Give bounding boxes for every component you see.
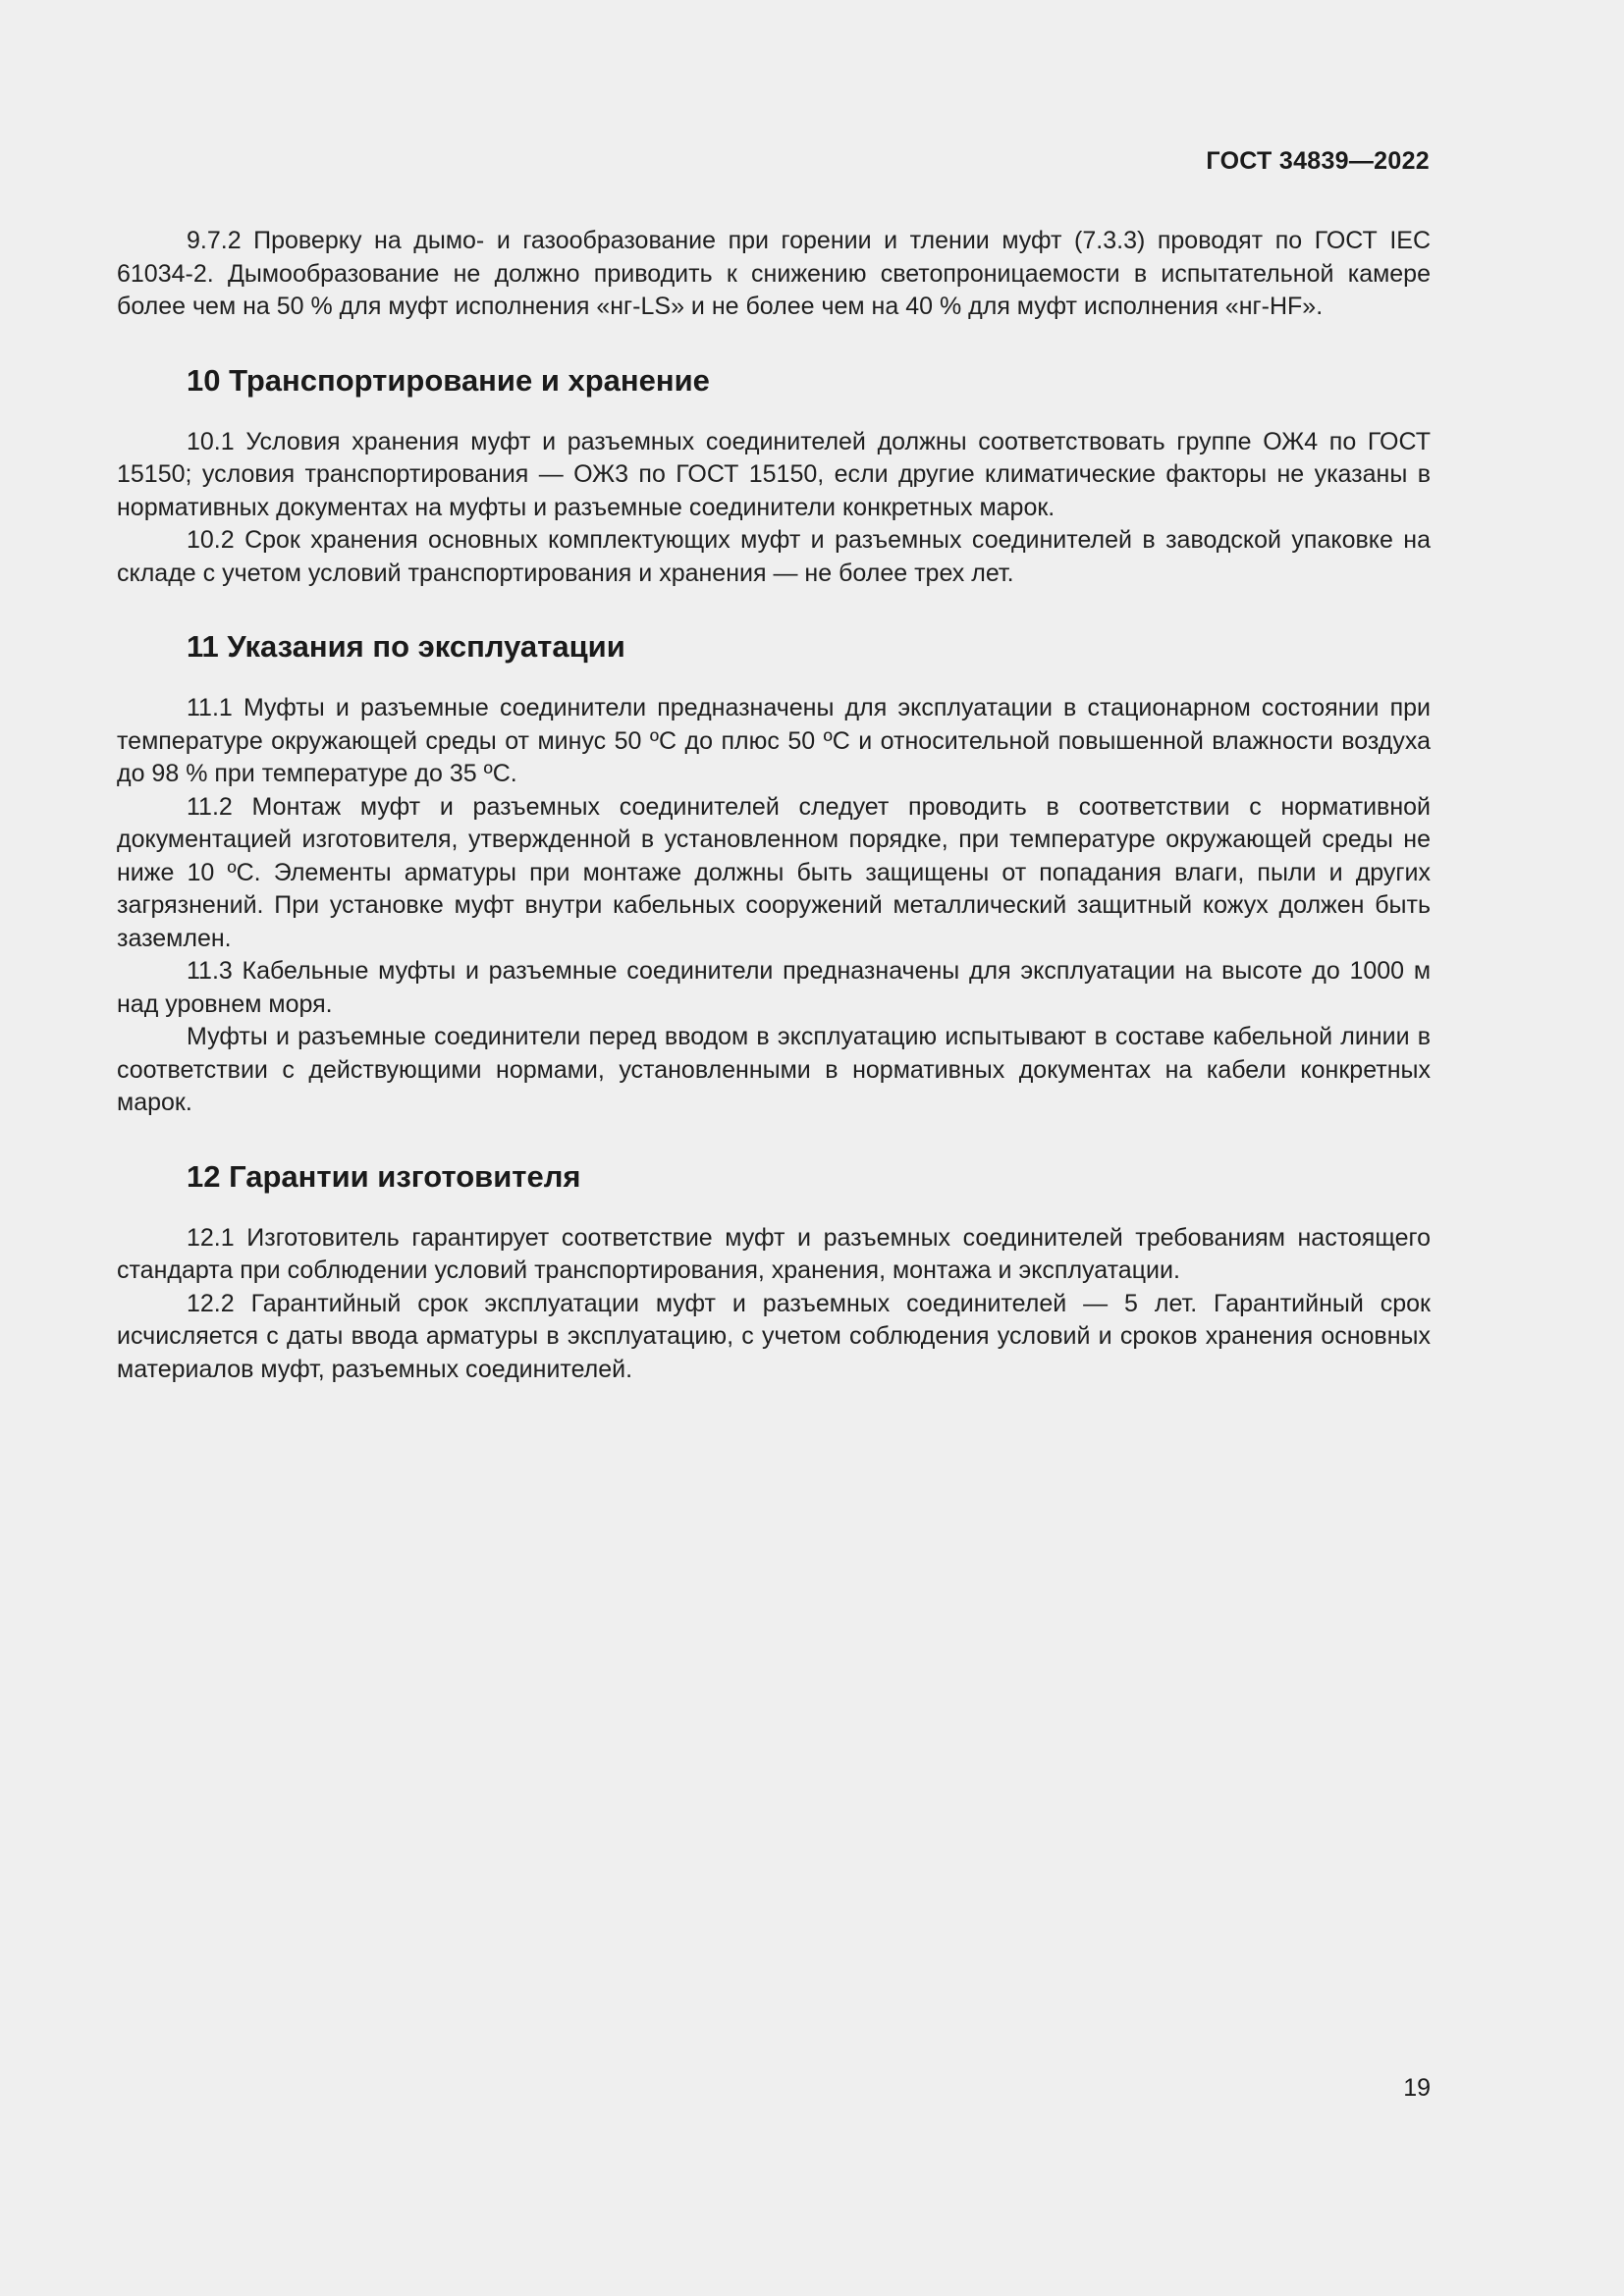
document-code: ГОСТ 34839—2022: [1206, 147, 1430, 175]
paragraph-12-1: 12.1 Изготовитель гарантирует соответствие муфт и разъемных соединителей требованиям настоящего стандарта при соблюдении условий транспортирования, хранения, монтажа и эксплуатации.: [117, 1223, 1431, 1284]
page-content: [117, 225, 1431, 1386]
paragraph-12-2: 12.2 Гарантийный срок эксплуатации муфт и разъемных соединителей — 5 лет. Гарантийный срок исчисляется с даты ввода арматуры в эксплуатацию, с учетом соблюдения условий и сроков хранения основных материалов муфт, разъемных соединителей.: [117, 1289, 1431, 1383]
section-12: [117, 1159, 1431, 1387]
section-11: [117, 629, 1431, 1120]
paragraph-11-note: Муфты и разъемные соединители перед вводом в эксплуатацию испытывают в составе кабельной линии в соответствии с действующими нормами, установленными в нормативных документах на кабели конкретных марок.: [117, 1023, 1431, 1116]
paragraph-11-3: 11.3 Кабельные муфты и разъемные соединители предназначены для эксплуатации на высоте до 1000 м над уровнем моря.: [117, 957, 1431, 1018]
paragraph-10-2: 10.2 Срок хранения основных комплектующих муфт и разъемных соединителей в заводской упаковке на складе с учетом условий транспортирования и хранения — не более трех лет.: [117, 526, 1431, 587]
page-number: 19: [1403, 2074, 1431, 2102]
section-heading: 10 Транспортирование и хранение: [187, 362, 710, 398]
paragraph-11-1: 11.1 Муфты и разъемные соединители предназначены для эксплуатации в стационарном состоянии при температуре окружающей среды от минус 50 ºС до плюс 50 ºС и относительной повышенной влажности воздуха до 98 % при температуре до 35 ºС.: [117, 694, 1431, 787]
section-10: [117, 363, 1431, 591]
paragraph-11-2: 11.2 Монтаж муфт и разъемных соединителей следует проводить в соответствии с нормативной документацией изготовителя, утвержденной в установленном порядке, при температуре окружающей среды не ниже 10 ºС. Элементы арматуры при монтаже должны быть защищены от попадания влаги, пыли и других загрязнений. При установке муфт внутри кабельных сооружений металлический защитный кожух должен быть заземлен.: [117, 792, 1431, 952]
paragraph-9-7-2: 9.7.2 Проверку на дымо- и газообразование при горении и тлении муфт (7.3.3) проводят по ГОСТ IEC 61034-2. Дымообразование не должно приводить к снижению светопроницаемости в испытательной камере более чем на 50 % для муфт исполнения «нг-LS» и не более чем на 40 % для муфт исполнения «нг-HF».: [117, 227, 1431, 320]
section-heading: 11 Указания по эксплуатации: [187, 629, 625, 664]
section-heading: 12 Гарантии изготовителя: [187, 1158, 581, 1194]
paragraph-10-1: 10.1 Условия хранения муфт и разъемных соединителей должны соответствовать группе ОЖ4 по ГОСТ 15150; условия транспортирования — ОЖ3 по ГОСТ 15150, если другие климатические факторы не указаны в нормативных документах на муфты и разъемные соединители конкретных марок.: [117, 427, 1431, 521]
